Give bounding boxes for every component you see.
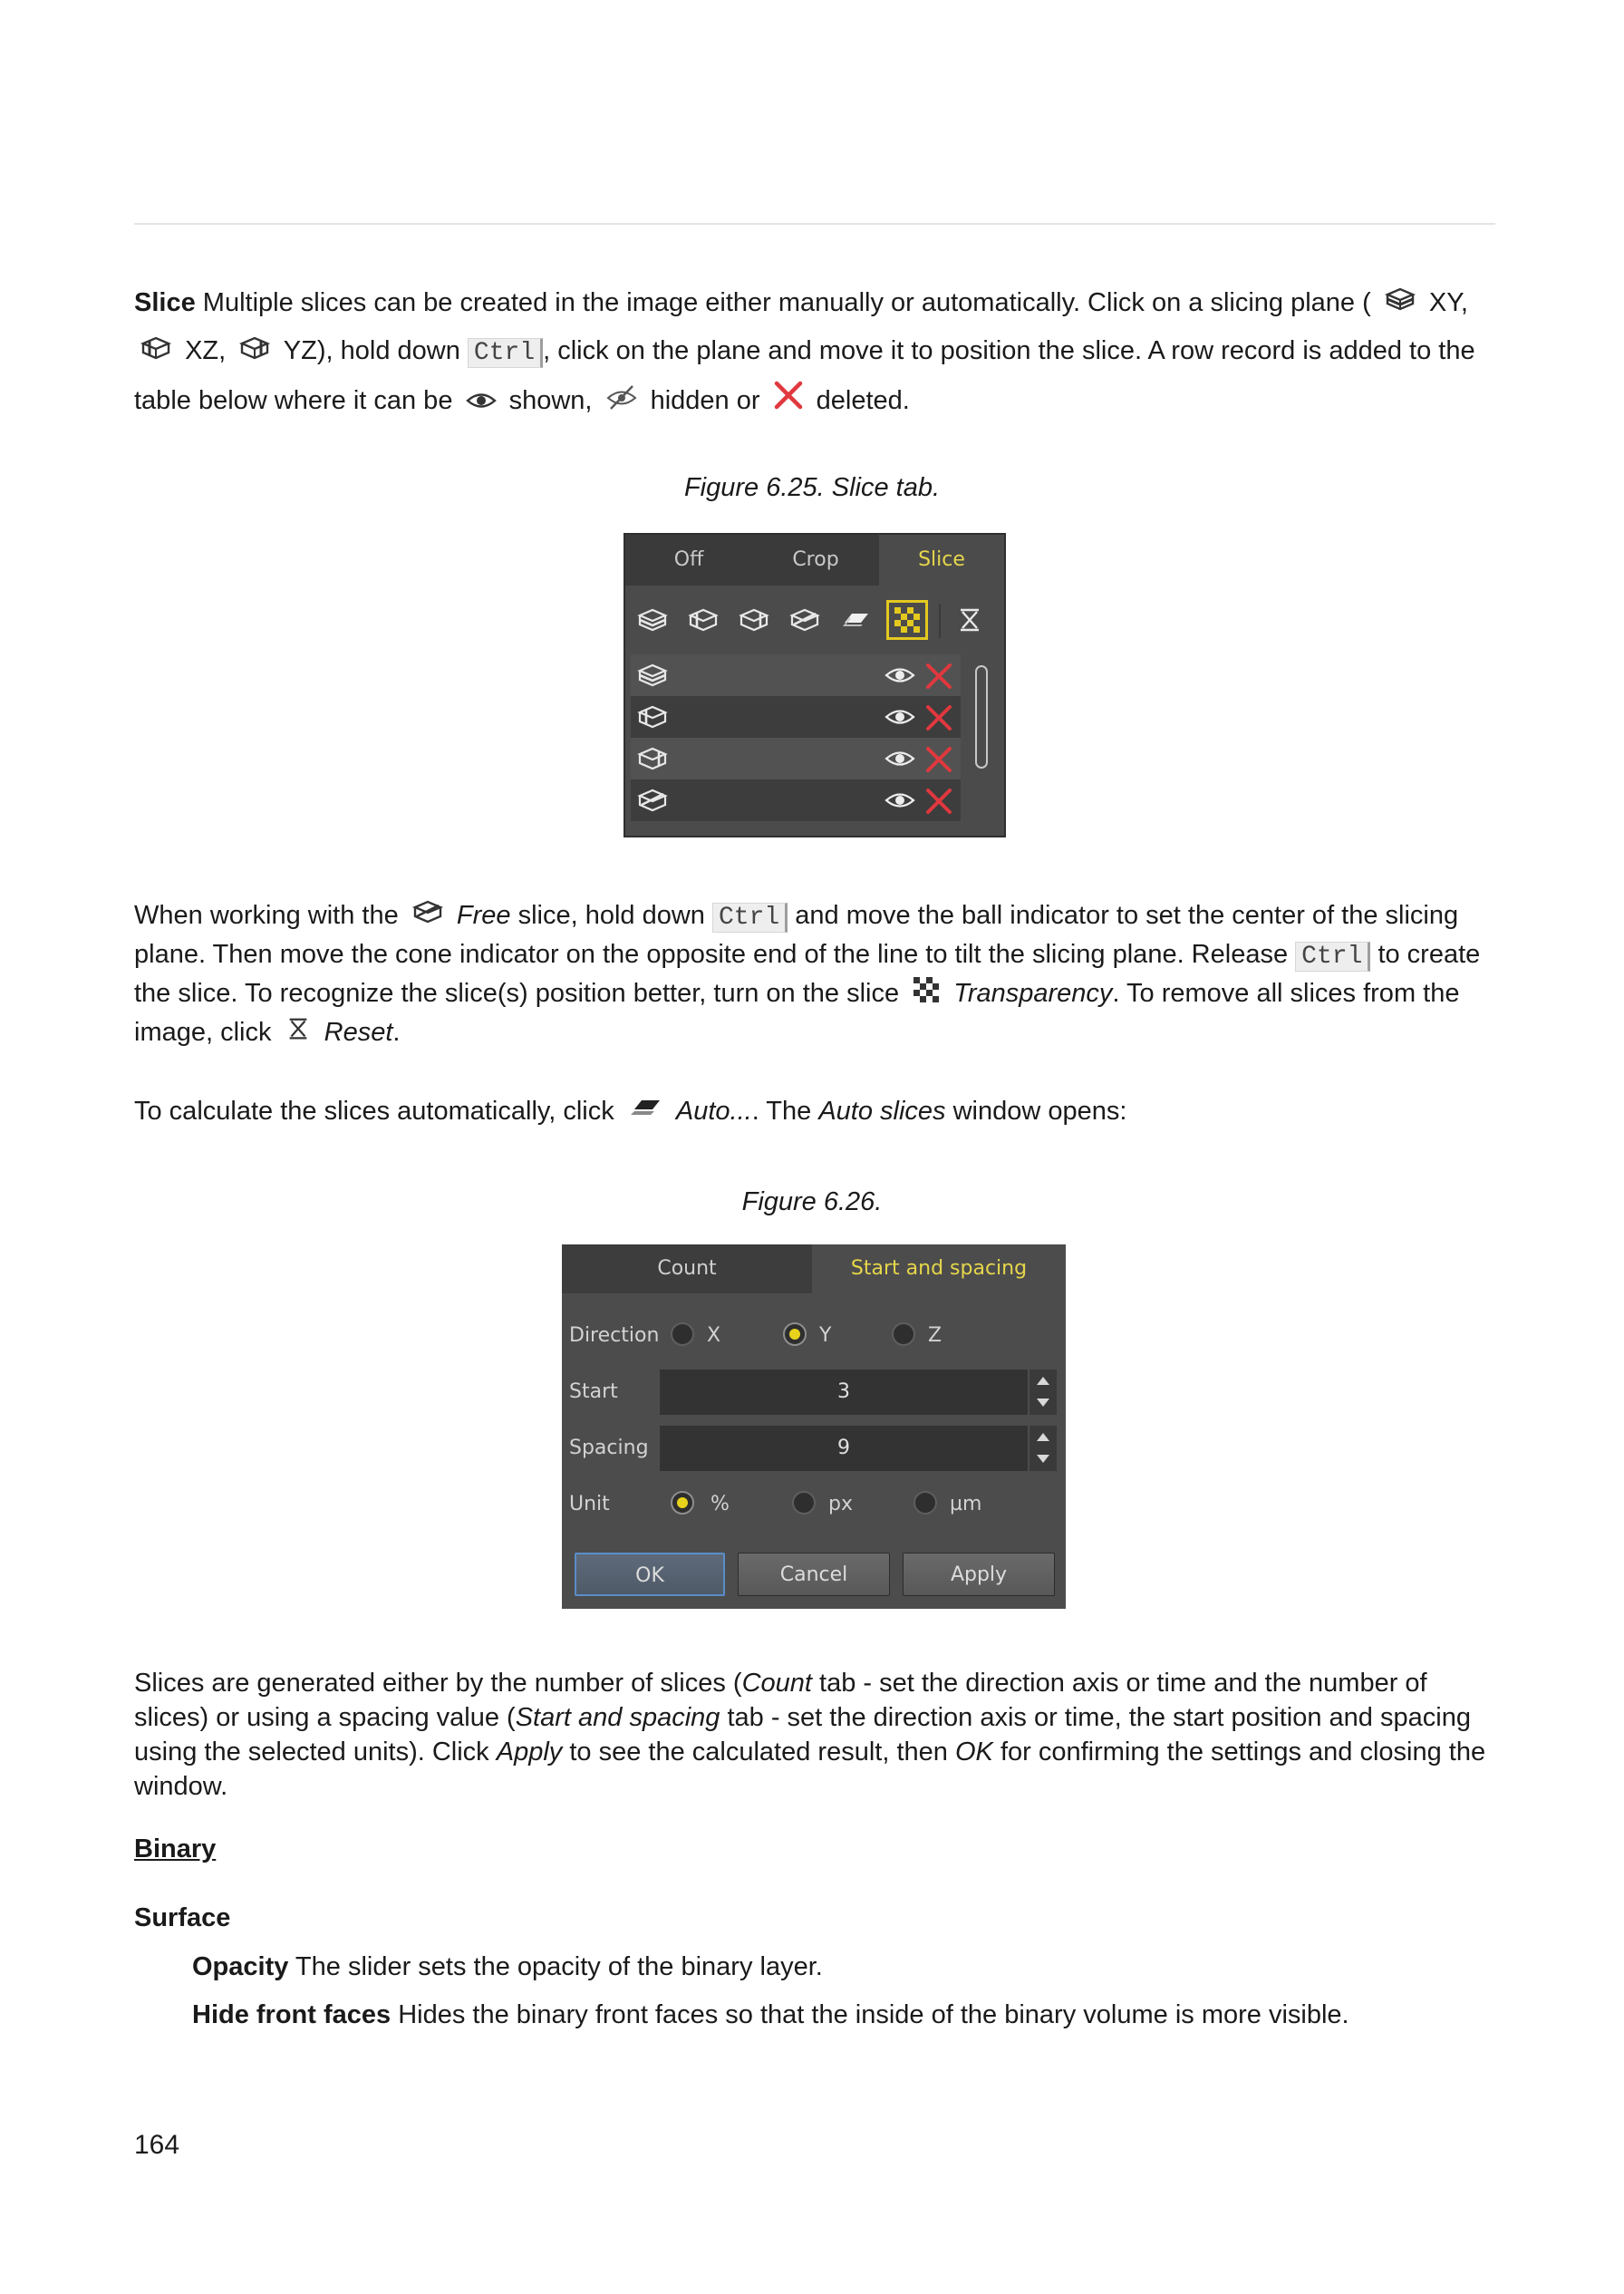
unit-px-radio[interactable] — [792, 1491, 816, 1515]
unit-percent-label: % — [710, 1493, 730, 1515]
start-input[interactable]: 3 — [660, 1370, 1028, 1415]
binary-heading: Binary — [134, 1834, 217, 1863]
deleted-text: deleted. — [816, 386, 910, 416]
gen-text-4: to see the calculated result, then — [569, 1737, 948, 1766]
start-label: Start — [569, 1380, 618, 1403]
page-number: 164 — [134, 2130, 180, 2160]
slice-paragraph — [134, 279, 1503, 426]
auto-term: Auto... — [675, 1097, 752, 1126]
table-scrollbar[interactable] — [975, 665, 988, 769]
slice-xz-icon — [636, 703, 669, 734]
free-text-4: to create the slice. To recognize the slice(s) position better, turn on the slice — [134, 940, 1481, 1009]
gen-text-1: Slices are generated either by the number of slices ( — [134, 1669, 742, 1698]
ctrl-key: Ctrl — [468, 338, 543, 368]
spin-down-icon[interactable] — [1037, 1455, 1049, 1463]
spin-up-icon[interactable] — [1037, 1433, 1049, 1441]
direction-y-radio[interactable] — [783, 1322, 807, 1346]
ctrl-key: Ctrl — [1295, 942, 1370, 972]
gen-text-2: tab - set the direction axis or time and the number of slices) or using a spacing value ( — [134, 1669, 1427, 1732]
free-text-6: . — [392, 1018, 401, 1047]
auto-slices-window — [562, 1244, 1066, 1609]
auto-text-1: To calculate the slices automatically, click — [134, 1097, 614, 1126]
ctrl-key: Ctrl — [712, 903, 788, 933]
hide-front-faces-term: Hide front faces — [192, 2000, 392, 2029]
auto-slices-icon[interactable] — [837, 602, 874, 638]
delete-icon[interactable] — [924, 662, 953, 694]
start-spinner[interactable] — [1030, 1370, 1057, 1415]
gen-text-3: tab - set the direction axis or time, the start position and spacing using the selected units). Click — [134, 1703, 1471, 1766]
slice-free-icon — [636, 787, 669, 818]
slice-xy-icon — [1384, 280, 1416, 327]
transparency-term: Transparency — [953, 979, 1113, 1009]
slice-free-icon — [411, 898, 444, 934]
slice-xz-icon[interactable] — [685, 602, 721, 638]
unit-percent-radio[interactable] — [671, 1491, 694, 1515]
slice-xy-icon — [636, 662, 669, 692]
table-row[interactable] — [631, 779, 961, 821]
xy-label: XY, — [1428, 288, 1468, 317]
free-term: Free — [456, 901, 511, 930]
spacing-spinner[interactable] — [1030, 1426, 1057, 1471]
spacing-label: Spacing — [569, 1437, 649, 1459]
count-term: Count — [741, 1669, 812, 1698]
direction-x-label: X — [707, 1324, 721, 1347]
slice-yz-icon — [238, 329, 271, 376]
table-row[interactable] — [631, 738, 961, 779]
toolbar-divider — [939, 604, 941, 638]
yz-label: YZ), hold down — [283, 336, 460, 366]
tab-slice[interactable]: Slice — [879, 535, 1004, 586]
ok-button[interactable]: OK — [575, 1553, 725, 1596]
free-text-5: . To remove all slices from the image, click — [134, 979, 1460, 1047]
tab-count[interactable]: Count — [657, 1257, 717, 1280]
direction-label: Direction — [569, 1324, 660, 1347]
figure-6-26-caption: Figure 6.26. — [741, 1187, 883, 1216]
slice-toolbar — [625, 586, 1004, 653]
spin-up-icon[interactable] — [1037, 1377, 1049, 1385]
eye-icon[interactable] — [884, 749, 915, 772]
delete-icon[interactable] — [924, 703, 953, 736]
hidden-text: hidden or — [650, 386, 760, 416]
transparency-icon — [912, 975, 941, 1014]
tab-off[interactable]: Off — [673, 548, 704, 571]
slice-free-icon[interactable] — [787, 602, 823, 638]
hide-front-faces-item — [192, 1997, 1349, 2033]
reset-icon[interactable] — [952, 602, 988, 638]
table-row[interactable] — [631, 654, 961, 696]
slice-xy-icon[interactable] — [634, 602, 671, 638]
opacity-item — [192, 1949, 823, 1985]
slice-term: Slice — [134, 288, 196, 317]
slice-text-1: Multiple slices can be created in the image either manually or automatically. Click on a slicing plane ( — [202, 288, 1371, 317]
direction-z-radio[interactable] — [892, 1322, 915, 1346]
figure-6-25-caption: Figure 6.25. Slice tab. — [683, 473, 941, 502]
tab-bar — [625, 535, 1004, 586]
direction-z-label: Z — [928, 1324, 942, 1347]
free-text-3: and move the ball indicator to set the center of the slicing plane. Then move the cone indicator on the opposite end of the line to tilt the slicing plane. Release — [134, 901, 1459, 969]
free-text-2: slice, hold down — [517, 901, 705, 930]
unit-label: Unit — [569, 1493, 610, 1515]
delete-icon — [773, 379, 804, 426]
surface-heading: Surface — [134, 1903, 231, 1932]
eye-hidden-icon — [605, 379, 638, 426]
eye-icon[interactable] — [884, 790, 915, 814]
hide-front-faces-text: Hides the binary front faces so that the inside of the binary volume is more visible. — [398, 2000, 1349, 2029]
reset-term: Reset — [324, 1018, 393, 1047]
auto-tab-bar — [562, 1244, 1066, 1293]
table-row[interactable] — [631, 696, 961, 738]
delete-icon[interactable] — [924, 745, 953, 778]
auto-text-2: . The — [751, 1097, 812, 1126]
spin-down-icon[interactable] — [1037, 1399, 1049, 1407]
auto-paragraph — [134, 1088, 1503, 1136]
slice-table — [631, 654, 961, 821]
tab-start-and-spacing[interactable]: Start and spacing — [812, 1244, 1066, 1293]
slice-yz-icon — [636, 745, 669, 776]
direction-x-radio[interactable] — [671, 1322, 694, 1346]
eye-icon — [466, 379, 497, 426]
shown-text: shown, — [508, 386, 593, 416]
generation-paragraph — [134, 1666, 1503, 1804]
slice-tab-panel — [624, 533, 1006, 837]
opacity-text: The slider sets the opacity of the binary layer. — [295, 1952, 823, 1981]
tab-crop[interactable]: Crop — [792, 548, 839, 571]
opacity-term: Opacity — [192, 1952, 289, 1981]
xz-label: XZ, — [185, 336, 227, 366]
eye-icon[interactable] — [884, 707, 915, 731]
apply-term: Apply — [496, 1737, 563, 1766]
cancel-button[interactable]: Cancel — [738, 1553, 890, 1596]
delete-icon[interactable] — [924, 787, 953, 819]
transparency-icon[interactable] — [886, 600, 928, 640]
slice-yz-icon[interactable] — [736, 602, 772, 638]
unit-px-label: px — [828, 1493, 853, 1515]
free-text-1: When working with the — [134, 901, 399, 930]
apply-button[interactable]: Apply — [903, 1553, 1055, 1596]
eye-icon[interactable] — [884, 665, 915, 689]
unit-um-label: µm — [950, 1493, 982, 1515]
unit-um-radio[interactable] — [914, 1491, 937, 1515]
direction-y-label: Y — [819, 1324, 832, 1347]
slice-text-2: , click on the plane and move it to position the slice. A row record is added to the table below where it can be — [134, 336, 1475, 416]
spacing-input[interactable]: 9 — [660, 1426, 1028, 1471]
header-rule — [134, 223, 1495, 225]
auto-text-3: window opens: — [952, 1097, 1127, 1126]
auto-slices-icon — [627, 1089, 663, 1136]
slice-xz-icon — [140, 329, 172, 376]
reset-icon — [285, 1015, 312, 1052]
gen-text-5: for confirming the settings and closing the window. — [134, 1737, 1486, 1801]
ok-term: OK — [954, 1737, 993, 1766]
free-slice-paragraph — [134, 897, 1503, 1052]
auto-slices-term: Auto slices — [818, 1097, 946, 1126]
start-spacing-term: Start and spacing — [515, 1703, 720, 1732]
